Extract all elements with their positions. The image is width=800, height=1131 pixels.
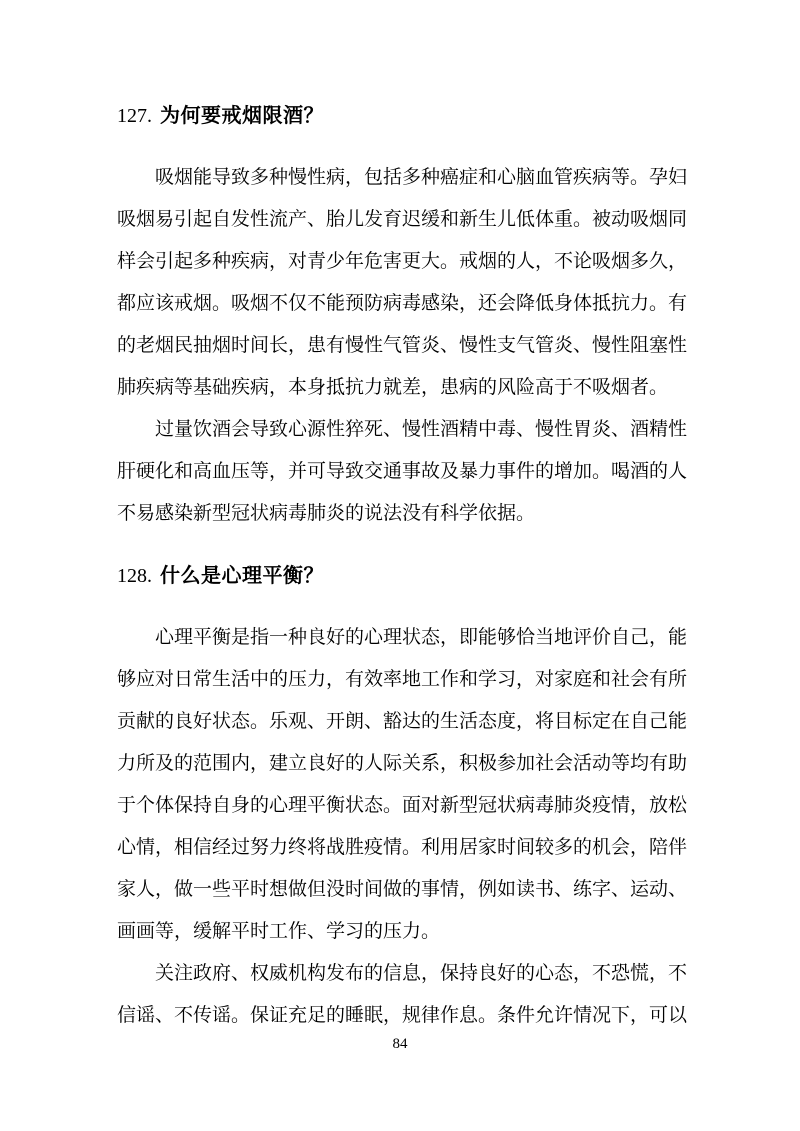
question-number-127: 127. [117,105,152,127]
page-content [117,101,687,1037]
paragraph-information: 关注政府、权威机构发布的信息，保持良好的心态，不恐慌，不信谣、不传谣。保证充足的睡眠，规律作息。条件允许情况下，可以 [117,963,688,1026]
question-number-128: 128. [117,565,152,587]
paragraph-alcohol: 过量饮酒会导致心源性猝死、慢性酒精中毒、慢性胃炎、酒精性肝硬化和高血压等，并可导致交通事故及暴力事件的增加。喝酒的人不易感染新型冠状病毒肺炎的说法没有科学依据。 [117,419,688,524]
question-heading-128 [117,561,687,591]
page-number: 84 [392,1036,408,1052]
question-heading-127 [117,101,687,131]
question-title-128: 什么是心理平衡？ [160,565,324,587]
paragraph-psych-balance: 心理平衡是指一种良好的心理状态，即能够恰当地评价自己，能够应对日常生活中的压力，有效率地工作和学习，对家庭和社会有所贡献的良好状态。乐观、开朗、豁达的生活态度，将目标定在自己能力所及的范围内，建立良好的人际关系，积极参加社会活动等均有助于个体保持自身的心理平衡状态。面对新型冠状病毒肺炎疫情，放松心情，相信经过努力终将战胜疫情。利用居家时间较多的机会，陪伴家人，做一些平时想做但没时间做的事情，例如读书、练字、运动、画画等，缓解平时工作、学习的压力。 [117,627,688,942]
paragraph-smoking: 吸烟能导致多种慢性病，包括多种癌症和心脑血管疾病等。孕妇吸烟易引起自发性流产、胎儿发育迟缓和新生儿低体重。被动吸烟同样会引起多种疾病，对青少年危害更大。戒烟的人，不论吸烟多久，都应该戒烟。吸烟不仅不能预防病毒感染，还会降低身体抵抗力。有的老烟民抽烟时间长，患有慢性气管炎、慢性支气管炎、慢性阻塞性肺疾病等基础疾病，本身抵抗力就差，患病的风险高于不吸烟者。 [117,167,688,398]
question-title-127: 为何要戒烟限酒？ [160,105,324,127]
